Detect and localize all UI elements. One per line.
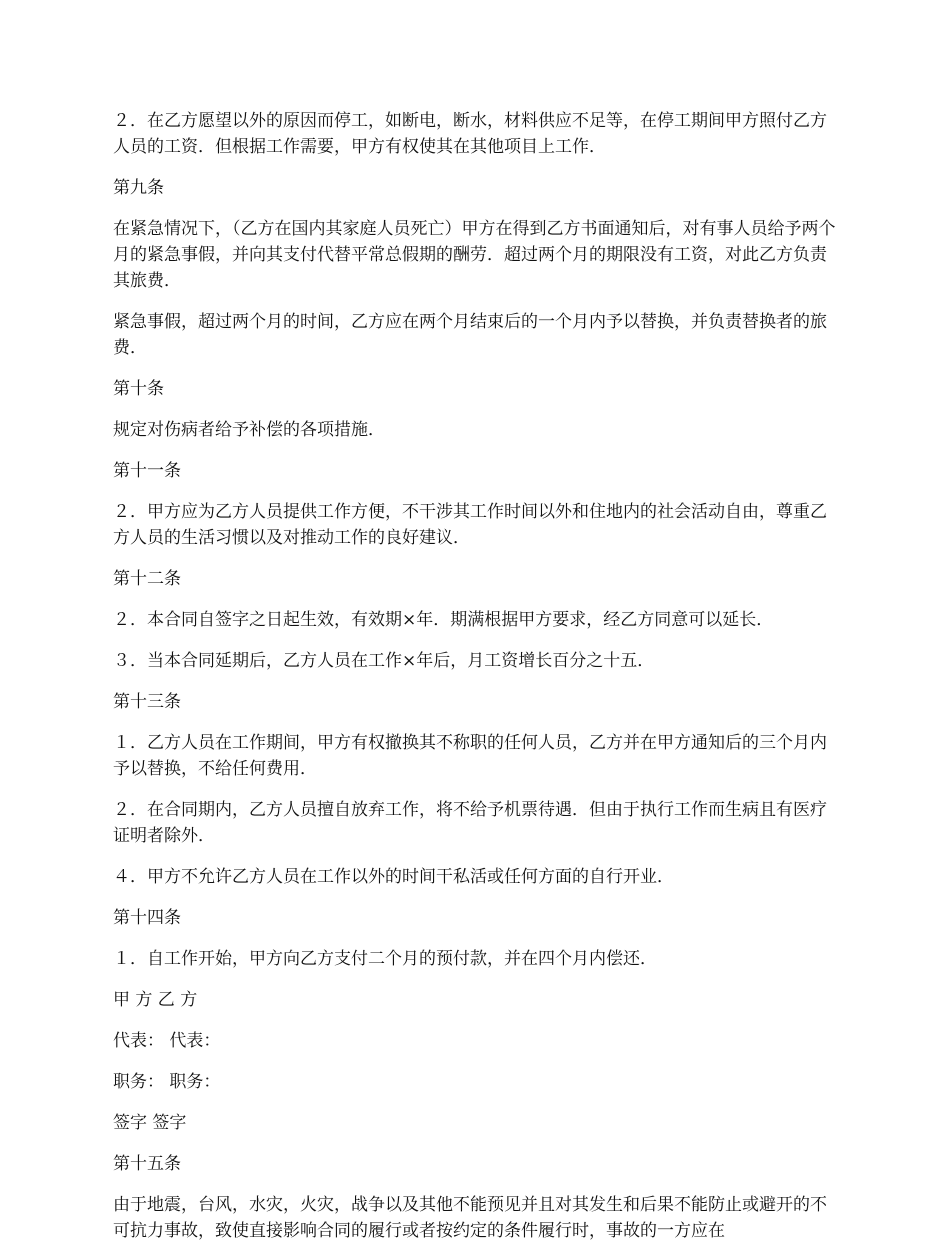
signature-representative: 代表： 代表： (113, 1031, 221, 1051)
article-13-heading: 第十三条 (113, 692, 181, 712)
article-11-item-2: ２．甲方应为乙方人员提供工作方便，不干涉其工作时间以外和住地内的社会活动自由，尊重乙方人员的生活习惯以及对推动工作的良好建议． (113, 502, 827, 548)
article-15-heading: 第十五条 (113, 1154, 181, 1174)
article-12-item-3: ３．当本合同延期后，乙方人员在工作×年后，月工资增长百分之十五． (113, 651, 655, 671)
article-12-heading: 第十二条 (113, 569, 181, 589)
article-13-item-1: １．乙方人员在工作期间，甲方有权撤换其不称职的任何人员，乙方并在甲方通知后的三个月内予以替换，不给任何费用． (113, 733, 827, 779)
clause-8-item-2: ２．在乙方愿望以外的原因而停工，如断电，断水，材料供应不足等，在停工期间甲方照付乙方人员的工资．但根据工作需要，甲方有权使其在其他项目上工作． (113, 111, 827, 157)
article-14-heading: 第十四条 (113, 908, 181, 928)
article-14-item-1: １．自工作开始，甲方向乙方支付二个月的预付款，并在四个月内偿还． (113, 949, 657, 969)
signature-parties: 甲 方 乙 方 (113, 990, 198, 1010)
article-10-paragraph: 规定对伤病者给予补偿的各项措施． (113, 420, 385, 440)
article-10-heading: 第十条 (113, 379, 164, 399)
article-9-paragraph-1: 在紧急情况下，（乙方在国内其家庭人员死亡）甲方在得到乙方书面通知后，对有事人员给予两个月的紧急事假，并向其支付代替平常总假期的酬劳．超过两个月的期限没有工资，对此乙方负责其旅费． (113, 219, 836, 291)
article-15-paragraph: 由于地震，台风，水灾，火灾，战争以及其他不能预见并且对其发生和后果不能防止或避开的不可抗力事故，致使直接影响合同的履行或者按约定的条件履行时，事故的一方应在 (113, 1195, 827, 1241)
signature-position: 职务： 职务： (113, 1072, 221, 1092)
signature-sign: 签字 签字 (113, 1113, 187, 1133)
article-12-item-2: ２．本合同自签字之日起生效，有效期×年．期满根据甲方要求，经乙方同意可以延长． (113, 610, 774, 630)
article-13-item-4: ４．甲方不允许乙方人员在工作以外的时间干私活或任何方面的自行开业． (113, 867, 674, 887)
article-11-heading: 第十一条 (113, 461, 181, 481)
article-13-item-2: ２．在合同期内，乙方人员擅自放弃工作，将不给予机票待遇．但由于执行工作而生病且有医疗证明者除外． (113, 800, 827, 846)
article-9-heading: 第九条 (113, 178, 164, 198)
document-body (113, 108, 843, 1259)
article-9-paragraph-2: 紧急事假，超过两个月的时间，乙方应在两个月结束后的一个月内予以替换，并负责替换者的旅费． (113, 312, 827, 358)
